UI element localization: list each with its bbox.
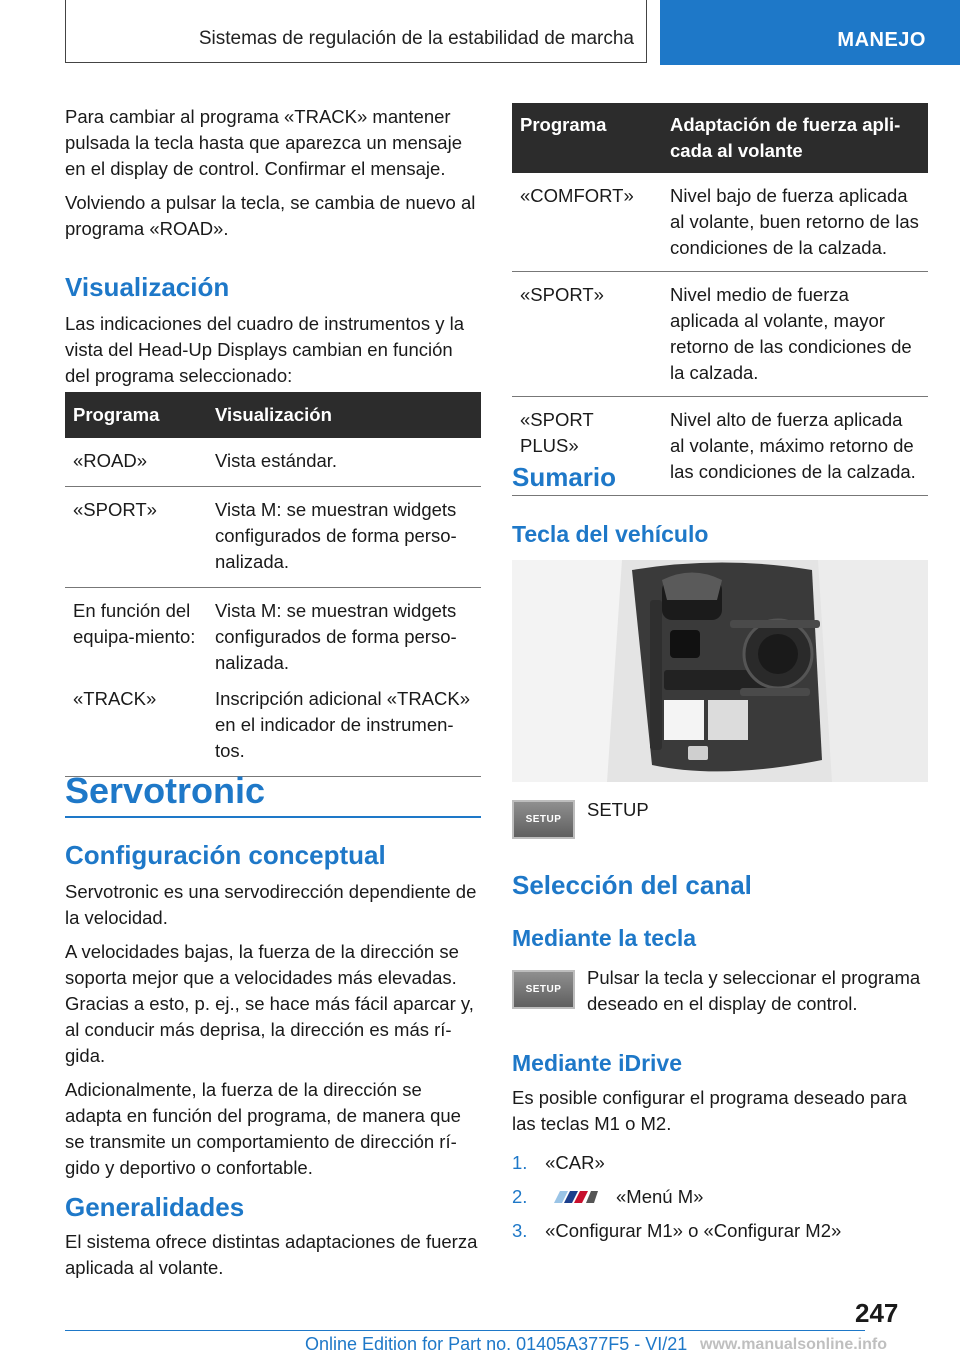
m-logo-icon: [550, 1189, 602, 1205]
generalidades-section: [65, 1192, 481, 1289]
table1-header-programa: Programa: [65, 392, 207, 438]
table-cell: Vista M: se muestran widgets configurados de forma perso-nalizada.: [215, 600, 457, 673]
table-cell: Nivel bajo de fuerza aplicada al volante, buen retorno de las condiciones de la calzada.: [670, 185, 919, 258]
heading-underline: [65, 816, 481, 818]
paragraph-servotronic-program: Adicionalmente, la fuerza de la dirección se adapta en función del programa, de manera que se transmite un comportamiento de dirección rí-gido y deportivo o confortable.: [65, 1079, 461, 1178]
setup-label: SETUP: [587, 799, 649, 820]
chapter-tab[interactable]: [660, 0, 960, 65]
table-cell: Vista estándar.: [215, 450, 338, 471]
step-text[interactable]: «Menú M»: [616, 1186, 704, 1207]
paragraph-servotronic-speed: A velocidades bajas, la fuerza de la dirección se soporta mejor que a velocidades más elevadas. Gracias a esto, p. ej., se hace más fácil aparcar y, al conducir más deprisa, la dirección es más rí-gida.: [65, 941, 474, 1066]
paragraph-mediante-idrive: Es posible configurar el programa deseado para las teclas M1 o M2.: [512, 1087, 907, 1134]
chapter-tab-label: MANEJO: [837, 29, 926, 51]
table-row: [512, 272, 928, 397]
table1-header-visualizacion: Visualización: [207, 392, 481, 438]
visualizacion-section: [65, 272, 481, 397]
paragraph-mediante-tecla: Pulsar la tecla y seleccionar el programa deseado en el display de control.: [587, 967, 921, 1014]
footer-rule: [65, 1330, 865, 1331]
heading-mediante-tecla: Mediante la tecla: [512, 925, 697, 951]
table-cell: «SPORT PLUS»: [520, 409, 594, 456]
table-row: [512, 173, 928, 272]
servotronic-section: [65, 770, 481, 818]
paragraph-generalidades: El sistema ofrece distintas adaptaciones de fuerza aplicada al volante.: [65, 1231, 478, 1278]
list-item: [512, 1184, 928, 1210]
table-cell: «TRACK»: [73, 688, 157, 709]
table-row: [65, 438, 481, 487]
mediante-idrive-section: [512, 1050, 928, 1145]
step-number: 3.: [512, 1220, 528, 1241]
table2-header-adaptacion: Adaptación de fuerza apli-cada al volante: [662, 103, 928, 173]
paragraph-track-switch: Para cambiar al programa «TRACK» mantener pulsada la tecla hasta que aparezca un mensaje en el display de control. Confirmar el mensaje.: [65, 106, 462, 179]
setup-button-icon: [512, 800, 575, 839]
center-console-photo: [512, 560, 928, 782]
table-cell: «SPORT»: [520, 284, 604, 305]
table-cell: Nivel alto de fuerza aplicada al volante, máximo retorno de las condiciones de la calzada.: [670, 409, 916, 482]
step-number: 1.: [512, 1152, 528, 1173]
header-section-box: [65, 0, 647, 63]
sumario-section: [512, 462, 928, 548]
setup-button-text: SETUP: [525, 814, 562, 825]
table-cell: Nivel medio de fuerza aplicada al volante, mayor retorno de las condiciones de la calzada.: [670, 284, 912, 383]
setup-button-text: SETUP: [525, 984, 562, 995]
watermark: www.manualsonline.info: [700, 1336, 887, 1353]
steps-list: [512, 1150, 928, 1244]
section-title: Sistemas de regulación de la estabilidad de marcha: [198, 28, 634, 49]
table-cell: En función del equipa-miento:: [73, 600, 196, 647]
step-text[interactable]: «CAR»: [545, 1152, 605, 1173]
step-number: 2.: [512, 1186, 528, 1207]
step-text[interactable]: «Configurar M1» o «Configurar M2»: [545, 1220, 842, 1241]
table-row: [65, 680, 481, 777]
table-cell: Inscripción adicional «TRACK» en el indicador de instrumen-tos.: [215, 688, 471, 761]
heading-mediante-idrive: Mediante iDrive: [512, 1050, 682, 1076]
table-cell: «SPORT»: [73, 499, 157, 520]
heading-sumario: Sumario: [512, 462, 617, 492]
seleccion-canal-section: [512, 870, 928, 952]
table-visualizacion: [65, 392, 481, 777]
heading-config: Configuración conceptual: [65, 840, 386, 870]
heading-visualizacion: Visualización: [65, 272, 230, 302]
table2-header-programa: Programa: [512, 103, 662, 173]
footer-edition: Online Edition for Part no. 01405A377F5 - VI/21: [305, 1334, 688, 1354]
table-row: [65, 487, 481, 588]
list-item: [512, 1150, 928, 1176]
paragraph-servotronic-def: Servotronic es una servodirección dependiente de la velocidad.: [65, 881, 477, 928]
setup-button-icon: [512, 970, 575, 1009]
heading-tecla-vehiculo: Tecla del vehículo: [512, 521, 709, 547]
table-fuerza-volante: [512, 103, 928, 496]
paragraph-visualizacion: Las indicaciones del cuadro de instrumentos y la vista del Head-Up Displays cambian en función del programa seleccionado:: [65, 313, 465, 386]
table-row: [65, 588, 481, 681]
heading-servotronic: Servotronic: [65, 770, 266, 811]
center-console-illustration: [512, 560, 928, 782]
paragraph-road-switch: Volviendo a pulsar la tecla, se cambia de nuevo al programa «ROAD».: [65, 192, 476, 239]
left-column: [65, 104, 481, 250]
heading-generalidades: Generalidades: [65, 1192, 245, 1222]
table-cell: «ROAD»: [73, 450, 148, 471]
table-cell: «COMFORT»: [520, 185, 634, 206]
table-cell: Vista M: se muestran widgets configurados de forma perso-nalizada.: [215, 499, 457, 572]
setup-key-row: [512, 800, 928, 839]
heading-seleccion-canal: Selección del canal: [512, 870, 752, 900]
config-section: [65, 840, 481, 1189]
mediante-tecla-row: [512, 968, 928, 1017]
page-number: 247: [855, 1298, 899, 1328]
list-item: [512, 1218, 928, 1244]
